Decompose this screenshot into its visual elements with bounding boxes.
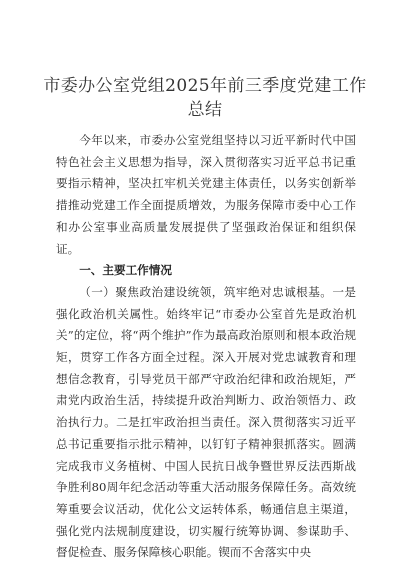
- document-body: [56, 130, 356, 564]
- section-heading: 一、主要工作情况: [79, 263, 172, 278]
- intro-paragraph: 今年以来，市委办公室党组坚持以习近平新时代中国特色社会主义思想为指导，深入贯彻落实习近平总书记重要指示精神，坚决扛牢机关党建主体责任，以务实创新举措推动党建工作全面提质增效，为服务保障市委中心工作和办公室事业高质量发展提供了坚强政治保证和组织保证。: [56, 133, 356, 256]
- document-title: 市委办公室党组2025年前三季度党建工作总结: [43, 76, 367, 120]
- body-paragraph: （一）聚焦政治建设统领，筑牢绝对忠诚根基。一是强化政治机关属性。始终牢记“市委办公室首先是政治机关”的定位，将“两个维护”作为最高政治原则和根本政治规矩，贯穿工作各方面全过程。深入开展对党忠诚教育和理想信念教育，引导党员干部严守政治纪律和政治规矩，严肃党内政治生活，持续提升政治判断力、政治领悟力、政治执行力。二是扛牢政治担当责任。深入贯彻落实习近平总书记重要指示批示精神，以钉钉子精神狠抓落实。圆满完成我市义务植树、中国人民抗日战争暨世界反法西斯战争胜利80周年纪念活动等重大活动服务保障任务。高效统筹重要会议活动，优化公文运转体系，畅通信息主渠道，强化党内法规制度建设，切实履行统筹协调、参谋助手、督促检查、服务保障核心职能。锲而不舍落实中央: [56, 284, 356, 560]
